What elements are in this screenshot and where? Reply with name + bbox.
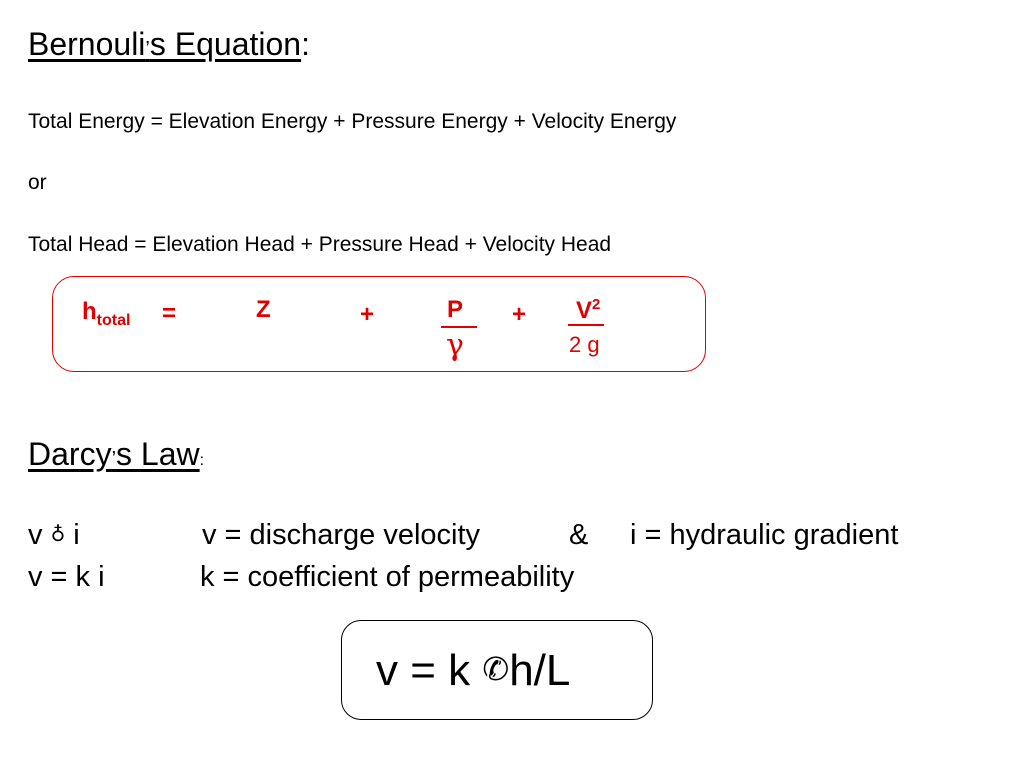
- darcy-equation: [376, 646, 570, 696]
- velocity-denominator: 2 g: [569, 332, 600, 357]
- v-symbol: V: [576, 297, 593, 324]
- plus-sign-1: +: [360, 301, 375, 328]
- velocity-numerator: [576, 296, 600, 325]
- prop-i: i: [73, 519, 80, 551]
- darcy-heading: [28, 436, 204, 473]
- darcy-title: Darcy: [28, 436, 112, 472]
- hydraulic-gradient-def: i = hydraulic gradient: [630, 519, 899, 551]
- bernoulli-title: Bernouli: [28, 26, 146, 62]
- ampersand: &: [569, 519, 589, 551]
- h-symbol: h: [82, 298, 97, 325]
- plus-sign-2: +: [512, 301, 527, 328]
- darcy-rhs: h/L: [509, 646, 571, 695]
- bernoulli-title-rest: s Equation: [149, 26, 302, 62]
- proportional-symbol-icon: ♁: [50, 522, 66, 546]
- darcy-title-rest: s Law: [116, 436, 200, 472]
- or-text: or: [28, 171, 47, 194]
- z-term: Z: [256, 296, 271, 323]
- darcy-law-line: v = k i: [28, 561, 105, 593]
- darcy-lhs: v = k: [376, 646, 471, 695]
- discharge-velocity-def: v = discharge velocity: [202, 519, 481, 551]
- bernoulli-heading: [28, 26, 310, 63]
- permeability-def: k = coefficient of permeability: [200, 561, 575, 593]
- proportional-line: [28, 519, 80, 552]
- gradient-symbol-icon: ✆: [482, 650, 510, 688]
- total-head-line: Total Head = Elevation Head + Pressure Head + Velocity Head: [28, 233, 612, 256]
- bernoulli-apostrophe: ’: [145, 38, 150, 60]
- bernoulli-colon: :: [301, 26, 310, 62]
- equals-sign: =: [162, 300, 177, 327]
- gamma-denominator: γ: [446, 328, 464, 363]
- bernoulli-equation-box: [52, 276, 706, 372]
- h-total-term: [82, 298, 130, 330]
- v-superscript: 2: [592, 296, 601, 313]
- h-subscript: total: [96, 311, 131, 329]
- prop-v: v: [28, 519, 43, 551]
- pressure-numerator: P: [447, 296, 464, 323]
- darcy-apostrophe: ’: [111, 448, 117, 470]
- darcy-colon: :: [199, 452, 205, 469]
- velocity-fraction-bar: [568, 324, 604, 326]
- total-energy-line: Total Energy = Elevation Energy + Pressure Energy + Velocity Energy: [28, 110, 677, 133]
